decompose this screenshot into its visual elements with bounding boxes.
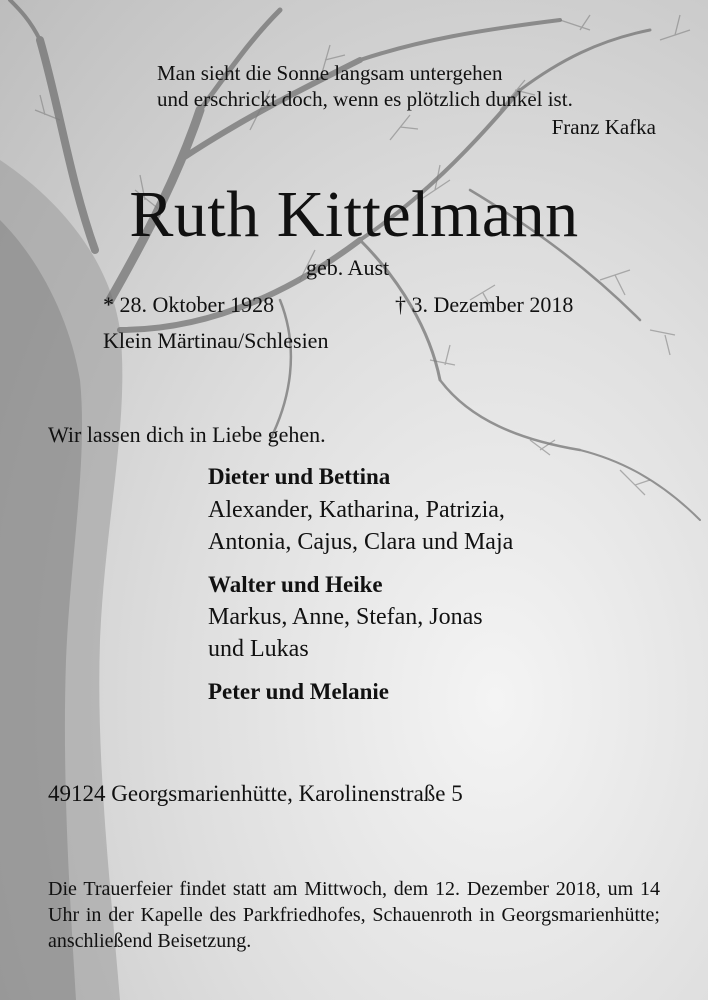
family-3-head: Peter und Melanie (208, 679, 389, 704)
address: 49124 Georgsmarienhütte, Karolinenstraße 5 (48, 781, 463, 806)
farewell-line: Wir lassen dich in Liebe gehen. (48, 422, 326, 447)
quote-author: Franz Kafka (551, 115, 656, 139)
family-2-children-1: Markus, Anne, Stefan, Jonas (208, 604, 483, 630)
maiden-name: geb. Aust (306, 255, 390, 280)
family-1-children-1: Alexander, Katharina, Patrizia, (208, 497, 505, 523)
death-date: † 3. Dezember 2018 (395, 292, 574, 317)
deceased-name: Ruth Kittelmann (129, 178, 579, 251)
family-2-head: Walter und Heike (208, 572, 383, 597)
family-2-children-2: und Lukas (208, 636, 309, 662)
birth-date: * 28. Oktober 1928 (103, 292, 275, 317)
funeral-info: Die Trauerfeier findet statt am Mittwoch, dem 12. Dezember 2018, um 14 Uhr in der Kapelle des Parkfriedhofes, Schauenroth in Georgsmarienhütte; anschließend Beisetzung. (48, 878, 660, 952)
family-1-head: Dieter und Bettina (208, 464, 391, 489)
family-1-children-2: Antonia, Cajus, Clara und Maja (208, 529, 514, 555)
quote-line-2: und erschrickt doch, wenn es plötzlich dunkel ist. (157, 87, 573, 111)
quote-line-1: Man sieht die Sonne langsam untergehen (157, 61, 503, 85)
birthplace: Klein Märtinau/Schlesien (103, 328, 329, 353)
